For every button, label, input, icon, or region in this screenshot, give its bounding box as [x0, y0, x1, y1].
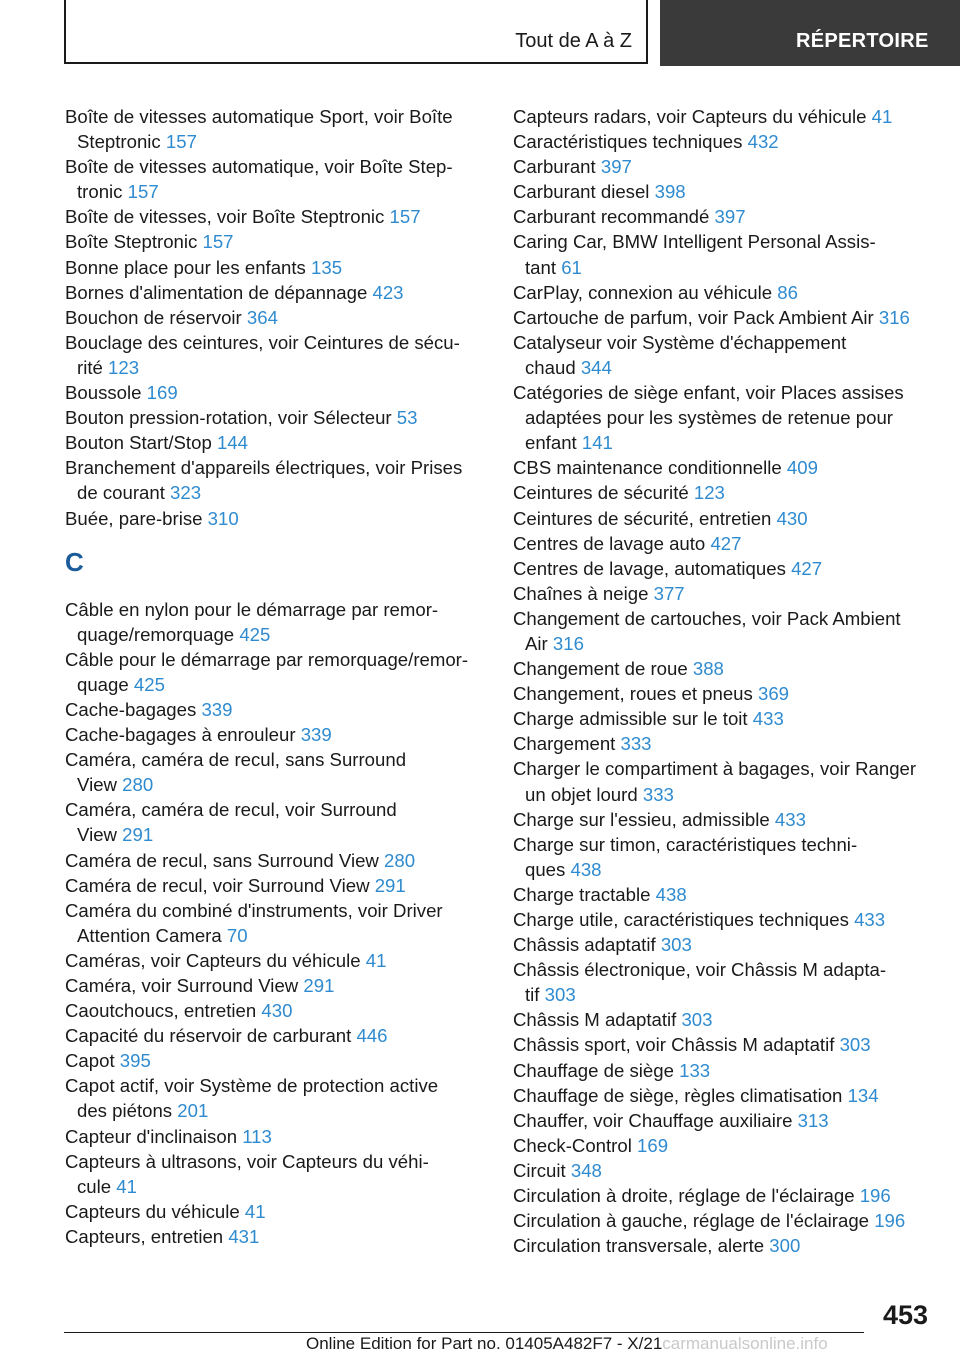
index-entry	[513, 932, 943, 957]
entry-term: Chauffer, voir Chauffage auxiliaire	[513, 1109, 793, 1131]
entry-term-continued: adaptées pour les systèmes de retenue pour	[525, 407, 893, 429]
entry-term: Boîte Steptronic	[65, 231, 198, 253]
page-reference-link[interactable]: 377	[653, 582, 685, 604]
page-reference-link[interactable]: 291	[122, 824, 154, 846]
entry-term-continued: Attention Camera	[77, 924, 222, 946]
entry-term-continued: des piétons	[77, 1100, 173, 1122]
page-reference-link[interactable]: 86	[777, 281, 798, 303]
entry-term-continued: View	[77, 774, 117, 796]
page-reference-link[interactable]: 53	[396, 407, 418, 429]
page-reference-link[interactable]: 397	[600, 156, 632, 178]
entry-term: Châssis électronique, voir Châssis M adapta-	[513, 959, 887, 981]
entry-term-continued: chaud	[525, 356, 576, 378]
entry-term: Changement de roue	[513, 658, 688, 680]
index-entry	[65, 455, 505, 505]
entry-term: CarPlay, connexion au véhicule	[513, 281, 773, 303]
page-reference-link[interactable]: 316	[552, 632, 584, 654]
entry-term: Circulation à gauche, réglage de l'éclairage	[513, 1210, 870, 1232]
index-entry	[65, 597, 505, 647]
index-entry	[65, 430, 505, 455]
page-reference-link[interactable]: 323	[170, 482, 202, 504]
entry-term: Caméra du combiné d'instruments, voir Driver	[65, 899, 443, 921]
entry-term: Capacité du réservoir de carburant	[65, 1025, 352, 1047]
section-label: Tout de A à Z	[515, 30, 632, 52]
entry-term: Capteurs du véhicule	[65, 1200, 240, 1222]
entry-term: Ceintures de sécurité, entretien	[513, 507, 772, 529]
index-entry	[513, 179, 943, 204]
page-reference-link[interactable]: 133	[679, 1059, 711, 1081]
index-entry	[65, 998, 505, 1023]
entry-term-continued: cule	[77, 1175, 112, 1197]
entry-term: Bouton Start/Stop	[65, 432, 212, 454]
page-reference-link[interactable]: 425	[133, 673, 165, 695]
index-entry	[513, 606, 943, 656]
page-reference-link[interactable]: 280	[384, 849, 416, 871]
entry-term: Boîte de vitesses automatique Sport, voir Boîte	[65, 106, 453, 127]
page-reference-link[interactable]: 303	[839, 1034, 871, 1056]
entry-term: Circuit	[513, 1159, 566, 1181]
index-column-left	[65, 104, 505, 1249]
index-entry	[65, 1149, 505, 1199]
entry-term: Carburant	[513, 156, 596, 178]
page-reference-link[interactable]: 438	[570, 858, 602, 880]
entry-term: Caring Car, BMW Intelligent Personal Assis-	[513, 231, 876, 253]
entry-term: Charger le compartiment à bagages, voir Ranger	[513, 758, 917, 780]
entry-term: Boîte de vitesses, voir Boîte Steptronic	[65, 206, 385, 228]
page-reference-link[interactable]: 291	[374, 874, 406, 896]
entry-term: Capteur d'inclinaison	[65, 1125, 238, 1147]
page-reference-link[interactable]: 41	[365, 949, 387, 971]
index-entry	[513, 129, 943, 154]
page-reference-link[interactable]: 339	[201, 698, 233, 720]
page-reference-link[interactable]: 144	[216, 432, 248, 454]
entry-term: Capteurs radars, voir Capteurs du véhicule	[513, 106, 867, 127]
page-reference-link[interactable]: 316	[878, 306, 910, 328]
index-entry	[513, 154, 943, 179]
entry-term: Bouclage des ceintures, voir Ceintures de sécu-	[65, 331, 460, 353]
page-reference-link[interactable]: 280	[122, 774, 154, 796]
page-reference-link[interactable]: 348	[570, 1159, 602, 1181]
entry-term: Charge admissible sur le toit	[513, 708, 748, 730]
entry-term: Boîte de vitesses automatique, voir Boîte Step-	[65, 156, 453, 178]
entry-term-continued: ques	[525, 858, 566, 880]
index-entry	[65, 722, 505, 747]
entry-term: Caméra, caméra de recul, sans Surround	[65, 749, 407, 771]
entry-term: Caoutchoucs, entretien	[65, 1000, 257, 1022]
index-entry	[513, 706, 943, 731]
page-reference-link[interactable]: 310	[207, 507, 239, 529]
index-entry	[65, 506, 505, 531]
page-reference-link[interactable]: 430	[776, 507, 808, 529]
page-reference-link[interactable]: 303	[681, 1009, 713, 1031]
index-entry	[65, 380, 505, 405]
entry-term-continued: Steptronic	[77, 131, 161, 153]
entry-term: Bonne place pour les enfants	[65, 256, 306, 278]
index-entry	[65, 697, 505, 722]
entry-term: Charge tractable	[513, 883, 651, 905]
index-entry	[65, 973, 505, 998]
index-entry	[513, 907, 943, 932]
index-entry	[65, 229, 505, 254]
index-entry	[513, 1032, 943, 1057]
entry-term: Cache-bagages à enrouleur	[65, 724, 296, 746]
entry-term: Caméra de recul, sans Surround View	[65, 849, 379, 871]
entry-term: Caméra, voir Surround View	[65, 975, 299, 996]
index-entry	[65, 154, 505, 204]
index-entry	[65, 1224, 505, 1249]
entry-term: Caractéristiques techniques	[513, 131, 743, 153]
index-entry	[65, 330, 505, 380]
page-reference-link[interactable]: 169	[637, 1134, 669, 1156]
page-reference-link[interactable]: 157	[165, 131, 197, 153]
footer-edition-text: Online Edition for Part no. 01405A482F7 - X/21	[306, 1334, 663, 1353]
page-reference-link[interactable]: 41	[244, 1200, 266, 1222]
entry-term: Capteurs à ultrasons, voir Capteurs du véhi-	[65, 1150, 429, 1172]
chapter-label: RÉPERTOIRE	[796, 30, 929, 52]
footer	[306, 1334, 828, 1354]
letter-heading: C	[65, 546, 84, 577]
index-entry	[65, 255, 505, 280]
page-reference-link[interactable]: 300	[769, 1235, 801, 1257]
index-entry	[513, 1058, 943, 1083]
entry-term: Carburant diesel	[513, 181, 650, 203]
page-reference-link[interactable]: 123	[108, 356, 140, 378]
index-entry	[65, 948, 505, 973]
page-reference-link[interactable]: 398	[654, 181, 686, 203]
page-reference-link[interactable]: 201	[177, 1100, 209, 1122]
index-entry	[65, 305, 505, 330]
index-entry	[65, 797, 505, 847]
entry-term: Caméra, caméra de recul, voir Surround	[65, 799, 397, 821]
entry-term: Chauffage de siège	[513, 1059, 674, 1081]
index-entry	[65, 898, 505, 948]
page-reference-link[interactable]: 397	[714, 206, 746, 228]
index-entry	[65, 280, 505, 305]
index-entry	[65, 747, 505, 797]
entry-term: Centres de lavage, automatiques	[513, 557, 786, 579]
entry-term: Charge sur l'essieu, admissible	[513, 808, 770, 830]
page-reference-link[interactable]: 433	[774, 808, 806, 830]
entry-term: Caméra de recul, voir Surround View	[65, 874, 370, 896]
entry-term: Cache-bagages	[65, 698, 197, 720]
page-reference-link[interactable]: 157	[202, 231, 234, 253]
chapter-tab	[660, 0, 960, 66]
page-reference-link[interactable]: 423	[372, 281, 404, 303]
index-entry	[513, 455, 943, 480]
index-entry	[65, 1199, 505, 1224]
index-entry	[513, 104, 943, 129]
page-reference-link[interactable]: 169	[146, 382, 178, 404]
page-reference-link[interactable]: 333	[620, 733, 652, 755]
index-entry	[513, 1233, 943, 1258]
index-entry	[513, 380, 943, 455]
index-entry	[513, 1108, 943, 1133]
page-reference-link[interactable]: 61	[561, 256, 582, 278]
index-entry	[513, 882, 943, 907]
index-entry	[513, 1158, 943, 1183]
page-reference-link[interactable]: 157	[127, 181, 159, 203]
index-entry	[513, 807, 943, 832]
page-reference-link[interactable]: 430	[261, 1000, 293, 1022]
entry-term: Cartouche de parfum, voir Pack Ambient Air	[513, 306, 874, 328]
page-reference-link[interactable]: 344	[580, 356, 612, 378]
entry-term: Buée, pare-brise	[65, 507, 203, 529]
page-reference-link[interactable]: 313	[797, 1109, 829, 1131]
page-reference-link[interactable]: 41	[871, 106, 893, 127]
index-entry	[65, 647, 505, 697]
entry-term-continued: un objet lourd	[525, 783, 638, 805]
index-entry	[65, 405, 505, 430]
entry-term: Boussole	[65, 382, 142, 404]
entry-term: Charge utile, caractéristiques techniques	[513, 909, 849, 930]
page-reference-link[interactable]: 141	[581, 432, 613, 454]
page-reference-link[interactable]: 70	[226, 924, 248, 946]
entry-term-continued: tronic	[77, 181, 123, 203]
entry-term-continued: quage/remorquage	[77, 623, 235, 645]
index-entry	[513, 506, 943, 531]
page-reference-link[interactable]: 431	[228, 1225, 260, 1247]
page-header	[64, 0, 960, 66]
entry-term: Catalyseur voir Système d'échappement	[513, 331, 847, 353]
entry-term-continued: tif	[525, 984, 540, 1006]
page-reference-link[interactable]: 303	[660, 934, 692, 956]
section-tab	[64, 0, 648, 64]
page-reference-link[interactable]: 196	[859, 1185, 891, 1207]
index-entry	[513, 1007, 943, 1032]
index-entry	[513, 480, 943, 505]
footer-divider	[64, 1332, 864, 1333]
entry-term: Carburant recommandé	[513, 206, 710, 228]
entry-term: Capot	[65, 1050, 115, 1072]
page-reference-link[interactable]: 333	[642, 783, 674, 805]
entry-term: Châssis adaptatif	[513, 934, 656, 956]
page-reference-link[interactable]: 364	[246, 306, 278, 328]
index-entry	[513, 681, 943, 706]
entry-term: Catégories de siège enfant, voir Places assises	[513, 382, 904, 404]
entry-term: Check-Control	[513, 1134, 632, 1156]
entry-term: Centres de lavage auto	[513, 532, 706, 554]
index-entry	[513, 832, 943, 882]
index-entry	[65, 848, 505, 873]
page-reference-link[interactable]: 134	[847, 1084, 879, 1106]
index-entry	[513, 656, 943, 681]
entry-term-continued: de courant	[77, 482, 165, 504]
page-reference-link[interactable]: 113	[242, 1125, 272, 1147]
index-entry	[513, 305, 943, 330]
index-entry	[513, 229, 943, 279]
page-reference-link[interactable]: 425	[239, 623, 271, 645]
index-entry	[513, 581, 943, 606]
entry-term-continued: Air	[525, 632, 548, 654]
entry-term: Bornes d'alimentation de dépannage	[65, 281, 368, 303]
page-reference-link[interactable]: 388	[692, 658, 724, 680]
index-entry	[513, 1133, 943, 1158]
page-reference-link[interactable]: 438	[655, 883, 687, 905]
index-entry	[513, 280, 943, 305]
index-entry	[65, 1048, 505, 1073]
page-reference-link[interactable]: 395	[119, 1050, 151, 1072]
entry-term-continued: rité	[77, 356, 103, 378]
index-entry	[513, 1083, 943, 1108]
entry-term: Câble pour le démarrage par remorquage/remor-	[65, 648, 469, 670]
page-reference-link[interactable]: 409	[786, 457, 818, 479]
page-reference-link[interactable]: 196	[874, 1210, 906, 1232]
page-reference-link[interactable]: 41	[116, 1175, 137, 1197]
index-entry	[513, 957, 943, 1007]
entry-term-continued: quage	[77, 673, 129, 695]
entry-term: Ceintures de sécurité	[513, 482, 689, 504]
page-reference-link[interactable]: 433	[752, 708, 784, 730]
page-reference-link[interactable]: 446	[356, 1025, 388, 1047]
page-reference-link[interactable]: 432	[747, 131, 779, 153]
entry-term: Bouchon de réservoir	[65, 306, 242, 328]
entry-term: Bouton pression-rotation, voir Sélecteur	[65, 407, 392, 429]
page-reference-link[interactable]: 303	[544, 984, 576, 1006]
index-entry	[65, 204, 505, 229]
index-entry	[513, 556, 943, 581]
entry-term: Châssis M adaptatif	[513, 1009, 677, 1031]
entry-term: Circulation transversale, alerte	[513, 1235, 765, 1257]
watermark-text: carmanualsonline.info	[662, 1334, 828, 1353]
page-reference-link[interactable]: 157	[389, 206, 421, 228]
page-reference-link[interactable]: 427	[791, 557, 823, 579]
entry-term: Branchement d'appareils électriques, voir Prises	[65, 457, 463, 479]
entry-term: Circulation à droite, réglage de l'éclairage	[513, 1185, 855, 1207]
entry-term-continued: View	[77, 824, 117, 846]
index-entry	[513, 204, 943, 229]
index-entry	[513, 1183, 943, 1208]
page-number: 453	[882, 1300, 928, 1330]
entry-term-continued: tant	[525, 256, 557, 278]
entry-term: Capteurs, entretien	[65, 1225, 224, 1247]
page-reference-link[interactable]: 427	[710, 532, 742, 554]
page-reference-link[interactable]: 433	[854, 909, 886, 930]
index-entry	[513, 330, 943, 380]
page-reference-link[interactable]: 291	[303, 975, 335, 996]
entry-term: Chargement	[513, 733, 616, 755]
index-entry	[65, 1073, 505, 1123]
entry-term: Changement de cartouches, voir Pack Ambient	[513, 607, 901, 629]
entry-term: Châssis sport, voir Châssis M adaptatif	[513, 1034, 835, 1056]
page-reference-link[interactable]: 123	[693, 482, 725, 504]
index-entry	[513, 1208, 943, 1233]
page-reference-link[interactable]: 135	[311, 256, 343, 278]
index-entry	[513, 731, 943, 756]
entry-term: Changement, roues et pneus	[513, 683, 753, 705]
index-entry	[513, 531, 943, 556]
entry-term: Charge sur timon, caractéristiques techni-	[513, 833, 858, 855]
entry-term: Chauffage de siège, règles climatisation	[513, 1084, 843, 1106]
index-entry	[65, 1023, 505, 1048]
index-entry	[65, 873, 505, 898]
page-reference-link[interactable]: 369	[757, 683, 790, 705]
entry-term: Capot actif, voir Système de protection active	[65, 1075, 439, 1097]
entry-term-continued: enfant	[525, 432, 577, 454]
entry-term: Chaînes à neige	[513, 582, 649, 604]
entry-term: CBS maintenance conditionnelle	[513, 457, 782, 479]
page-reference-link[interactable]: 339	[300, 724, 332, 746]
entry-term: Câble en nylon pour le démarrage par remor-	[65, 598, 439, 620]
index-column-right	[513, 104, 943, 1258]
index-entry	[513, 756, 943, 806]
index-entry	[65, 104, 505, 154]
entry-term: Caméras, voir Capteurs du véhicule	[65, 949, 361, 971]
index-entry	[65, 1124, 505, 1149]
